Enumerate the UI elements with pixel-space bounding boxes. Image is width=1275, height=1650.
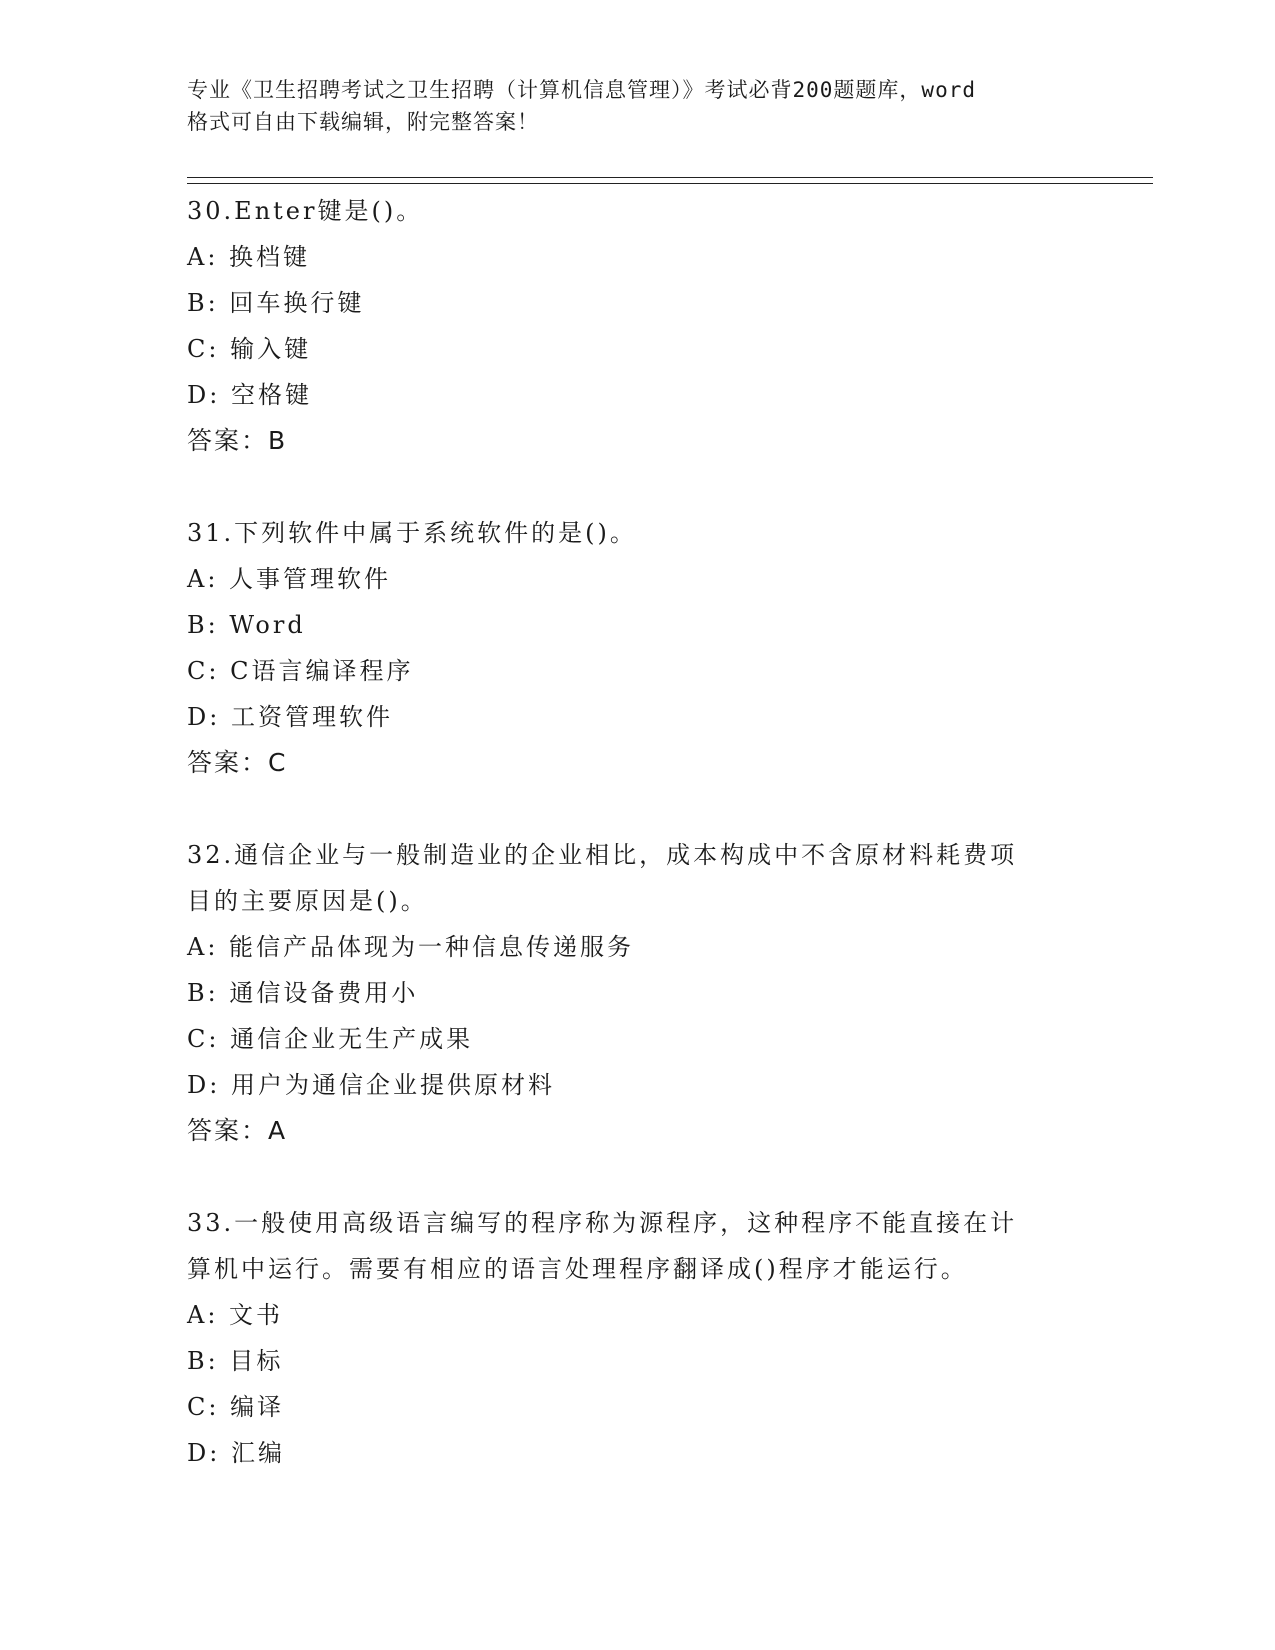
option-d: D: 空格键 — [187, 381, 312, 409]
answer-label: 答案：B — [187, 426, 288, 455]
question-31 — [187, 510, 1087, 786]
option-d: D: 汇编 — [187, 1439, 285, 1467]
question-stem-line-2: 算机中运行。需要有相应的语言处理程序翻译成()程序才能运行。 — [187, 1255, 968, 1283]
question-stem-line-2: 目的主要原因是()。 — [187, 887, 428, 915]
option-c: C: 输入键 — [187, 335, 312, 363]
question-stem-line-1: 33.一般使用高级语言编写的程序称为源程序，这种程序不能直接在计 — [187, 1209, 1018, 1237]
question-list — [187, 188, 1087, 1476]
answer-label: 答案：C — [187, 748, 288, 777]
option-b: B: Word — [187, 611, 306, 639]
option-b: B: 回车换行键 — [187, 289, 365, 317]
question-30 — [187, 188, 1087, 464]
answer-label: 答案：A — [187, 1116, 288, 1145]
option-a: A: 能信产品体现为一种信息传递服务 — [187, 933, 635, 961]
header-line-2: 格式可自由下载编辑，附完整答案！ — [187, 110, 539, 134]
question-33 — [187, 1200, 1087, 1476]
option-b: B: 目标 — [187, 1347, 284, 1375]
option-c: C: C语言编译程序 — [187, 657, 414, 685]
option-c: C: 通信企业无生产成果 — [187, 1025, 474, 1053]
option-a: A: 文书 — [187, 1301, 284, 1329]
question-stem-line-1: 32.通信企业与一般制造业的企业相比，成本构成中不含原材料耗费项 — [187, 841, 1018, 869]
option-a: A: 换档键 — [187, 243, 311, 271]
option-d: D: 用户为通信企业提供原材料 — [187, 1071, 555, 1099]
option-a: A: 人事管理软件 — [187, 565, 392, 593]
header-divider-bottom — [187, 183, 1153, 184]
question-stem: 31.下列软件中属于系统软件的是()。 — [187, 519, 637, 547]
option-c: C: 编译 — [187, 1393, 285, 1421]
question-stem: 30.Enter键是()。 — [187, 197, 424, 225]
document-header — [187, 74, 1087, 138]
question-32 — [187, 832, 1087, 1154]
header-divider-top — [187, 177, 1153, 178]
option-b: B: 通信设备费用小 — [187, 979, 419, 1007]
option-d: D: 工资管理软件 — [187, 703, 393, 731]
question-spacer — [187, 786, 1087, 832]
question-spacer — [187, 1154, 1087, 1200]
question-spacer — [187, 464, 1087, 510]
header-line-1: 专业《卫生招聘考试之卫生招聘（计算机信息管理）》考试必背200题题库，word — [187, 78, 976, 102]
